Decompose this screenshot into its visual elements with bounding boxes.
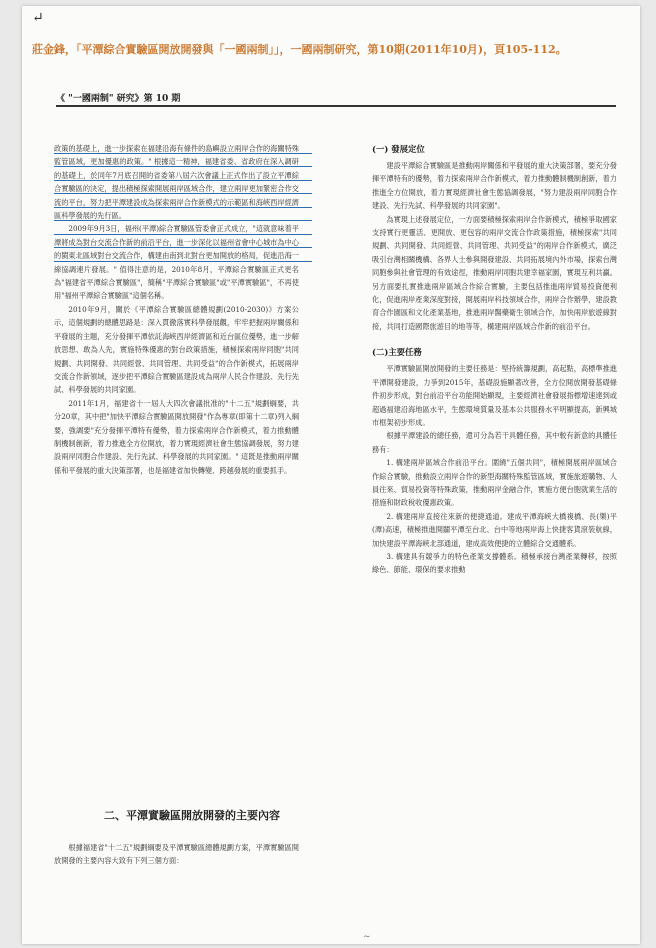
right-column	[372, 142, 617, 577]
body-paragraph: 根據福建省"十二五"規劃綱要及平潭實驗區總體規劃方案，平潭實驗區開放開發的主要內容大致有下列三個方面：	[54, 843, 299, 866]
body-paragraph: 平潭實驗區開放開發的主要任務是：堅持統籌規劃，高起點，高標準推進平潭開發建設，力爭到2015年，基礎設施顯著改善，全方位開放開發基礎條件初步形成，對台前沿平台功能開始顯現，主要經濟社會發展指標增速達到或超過福建沿海地區水平，生態環境質量及基本公共服務水平明顯提高，新興城市框架初步形成。	[372, 364, 617, 427]
body-paragraph: 2010年9月，關於《平潭綜合實驗區總體規劃(2010-2030)》方案公示，這個規劃的總體思路是：深入貫徹落實科學發展觀，牢牢把握兩岸關係和平發展的主題，充分發揮平潭依託海峽西岸經濟區和近台區位優勢，進一步解放思想、敢為人先，實施特殊優惠的對台政策措施，積極探索兩岸同胞"共同規劃、共同開發、共同經營、共同管理、共同受益"的合作新模式，拓展兩岸交流合作新領域，逐步把平潭綜合實驗區建設成為兩岸人民合作建設、先行先試、科學發展的共同家園。	[54, 304, 299, 395]
list-item: 1. 構建兩岸區域合作前沿平台。圍繞"五個共同"，積極開展兩岸區域合作綜合實驗，推動設立兩岸合作的新型海關特殊監管區域，實施旅遊購物、人員往來、貿易投資等特殊政策，推動兩岸金融合作，實施方便台胞就業生活的措施和財政稅收優惠政策。	[372, 458, 617, 508]
body-paragraph: 政策的基礎上，進一步探索在福建沿海有條件的島嶼設立兩岸合作的海關特殊監管區域，更加優惠的政策。" 根據這一精神，福建省委、省政府在深入調研的基礎上，於同年7月底召開的省委第八屆六次會議上正式作出了設立平潭綜合實驗區的決定，提出積極探索開展兩岸區域合作，建立兩岸更加緊密合作交流的平台，努力把平潭建設成為探索兩岸合作新模式的示範區和海峽西岸經濟區科學發展的先行區。	[54, 144, 299, 221]
left-column	[54, 142, 299, 477]
return-mark-icon: ↵	[32, 10, 44, 26]
sub-heading: (二)主要任務	[372, 347, 422, 358]
citation: 莊金鋒，「平潭綜合實驗區開放開發與「一國兩制」」，一國兩制研究，第10期(2011年10月)，頁105-112。	[32, 43, 567, 56]
page-mark: ~	[363, 932, 371, 942]
body-paragraph: 2011年1月，福建省十一屆人大四次會議批准的"十二五"規劃綱要，共分20章，其中把"加快平潭綜合實驗區開放開發"作為專章(即第十二章)列入綱要，強調要"充分發揮平潭特有優勢，着力探索兩岸合作新模式，着力推動體制機制創新，着力推進全方位開放，着力實現經濟社會生態協調發展，努力建設兩岸同胞合作建設、先行先試、科學發展的共同家園。" 這既是推動兩岸關係和平發展的重大決策部署，也是福建省加快轉變、跨越發展的重要抓手。	[54, 398, 299, 475]
header-rule	[56, 105, 616, 107]
body-paragraph: 建設平潭綜合實驗區是推動兩岸關係和平發展的重大決策部署，要充分發揮平潭特有的優勢，着力探索兩岸合作新模式，着力推動體制機制創新，着力推進全方位開放，着力實現經濟社會生態協調發展，"努力建設兩岸同胞合作建設、先行先試、科學發展的共同家園"。	[372, 161, 617, 211]
sub-heading: (一) 發展定位	[372, 144, 425, 154]
body-paragraph: 2009年9月3日，福州(平潭)綜合實驗區管委會正式成立，"這就意味着平潭將成為對台交流合作新的前沿平台，進一步深化以福州省會中心城市為中心的閩東北區域對台交流合作，構建由南到北對台更加開放的格局，促進沿海一線協調連片發展。" 值得注意的是，2010年8月，平潭綜合實驗區正式更名為"福建省平潭綜合實驗區"，簡稱"平潭綜合實驗區"或"平潭實驗區"，不再使用"福州平潭綜合實驗區"這個名稱。	[54, 224, 299, 301]
list-item: 2. 構建兩岸直接往來新的便捷通道。建成平潭海峽大橋複橋、長(樂)平(潭)高速，積極推進開闢平潭至台北、台中等地兩岸海上快捷客貨滾裝航線，加快建設平潭海峽北部通道，建成高效便捷的立體綜合交通體系。	[372, 511, 617, 548]
body-paragraph: 為實現上述發展定位，一方面要積極探索兩岸合作新模式，積極爭取國家支持實行更靈活、更開放、更包容的兩岸交流合作政策措施，積極探索"共同規劃、共同開發、共同經營、共同管理、共同受益"的兩岸合作新模式，廣泛吸引台灣相關機構、各界人士參與開發建設、共同拓展境內外市場，探索台灣同胞參與社會管理的有效途徑，推動兩岸同胞共建幸福家園，實現互利共贏。另方面要扎實推進兩岸區域合作綜合實驗，主要包括推進兩岸貿易投資便利化，促進兩岸產業深度對接，開展兩岸科技領域合作，兩岸合作辦學，建設教育合作園區和文化產業基地，推進兩岸醫藥衛生領域合作，加快兩岸旅遊線對接，共同打造國際旅遊目的地等等，構建兩岸區域合作新的前沿平台。	[372, 214, 617, 331]
document-page	[22, 6, 640, 944]
running-head: 《 "一國兩制" 研究》第 10 期	[56, 94, 181, 104]
list-item: 3. 構建具有競爭力的特色產業支撐體系。積極承接台灣產業轉移，按照綠色、節能、環保的要求推動	[372, 551, 617, 575]
body-paragraph: 根據平潭建設的總任務，還可分為若干具體任務，其中較有新意的具體任務有：	[372, 431, 617, 454]
left-column-bottom	[54, 841, 299, 868]
section-title: 二、平潭實驗區開放開發的主要內容	[104, 809, 280, 822]
